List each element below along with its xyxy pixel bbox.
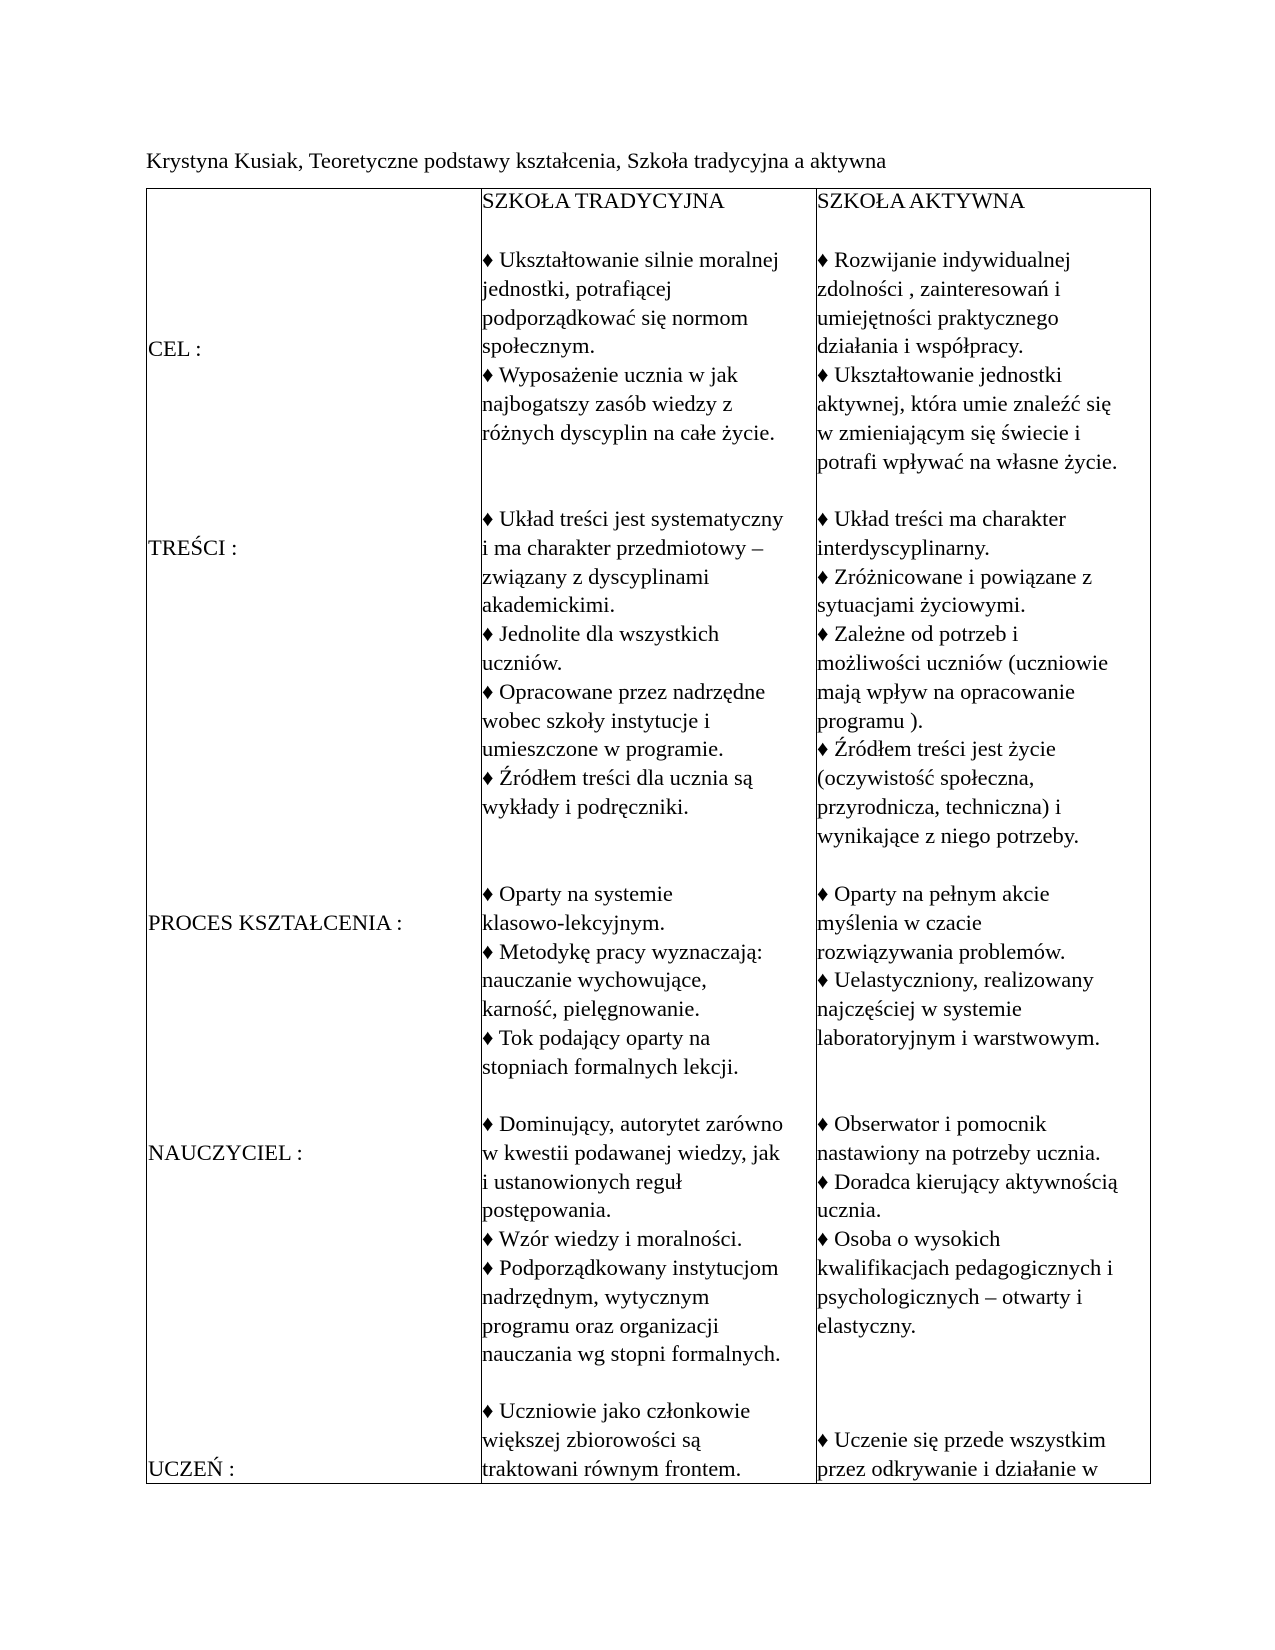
text-line: umiejętności praktycznego [817, 304, 1059, 330]
text-line: interdyscyplinarny. [817, 534, 990, 560]
text-line: aktywnej, która umie znaleźć się [817, 390, 1112, 416]
cell-uczen-tradycyjna [482, 1397, 750, 1483]
text-line: ♦ Oparty na systemie [482, 881, 673, 906]
text-line: nauczania wg stopni formalnych. [482, 1341, 781, 1367]
text-line: ♦ Wyposażenie ucznia w jak [482, 362, 738, 388]
text-line: nastawiony na potrzeby ucznia. [817, 1139, 1101, 1165]
text-line: klasowo-lekcyjnym. [482, 909, 666, 935]
text-line: myślenia w czacie [817, 909, 982, 935]
text-line: w zmieniającym się świecie i [817, 419, 1081, 445]
text-line: ♦ Tok podający oparty na [482, 1024, 711, 1050]
cell-nauczyciel-aktywna [817, 1110, 1118, 1340]
text-line: potrafi wpływać na własne życie. [817, 448, 1118, 474]
document-author: Krystyna Kusiak [146, 148, 298, 173]
text-line: ♦ Oparty na pełnym akcie [817, 881, 1050, 906]
text-line: ♦ Zależne od potrzeb i [817, 621, 1019, 647]
text-line: ♦ Doradca kierujący aktywnością [817, 1168, 1118, 1194]
cell-proces-tradycyjna [482, 880, 763, 1082]
text-line: najbogatszy zasób wiedzy z [482, 390, 733, 416]
text-line: wobec szkoły instytucje i [482, 707, 711, 733]
text-line: ♦ Opracowane przez nadrzędne [482, 678, 766, 704]
row-label-cel: CEL : [148, 336, 202, 361]
text-line: kwalifikacjach pedagogicznych i [817, 1254, 1114, 1280]
text-line: ♦ Osoba o wysokich [817, 1226, 1001, 1252]
text-line: ♦ Rozwijanie indywidualnej [817, 247, 1071, 272]
text-line: ♦ Układ treści ma charakter [817, 506, 1066, 531]
text-line: traktowani równym frontem. [482, 1455, 742, 1481]
cell-tresci-tradycyjna [482, 505, 783, 822]
text-line: wynikające z niego potrzeby. [817, 822, 1080, 848]
text-line: ♦ Uelastyczniony, realizowany [817, 967, 1094, 993]
text-line: społecznym. [482, 333, 596, 359]
cell-uczen-aktywna [817, 1426, 1106, 1484]
text-line: programu oraz organizacji [482, 1312, 719, 1338]
text-line: przez odkrywanie i działanie w [817, 1455, 1099, 1481]
text-line: wykłady i podręczniki. [482, 793, 689, 819]
text-line: ♦ Dominujący, autorytet zarówno [482, 1111, 784, 1136]
text-line: ♦ Uczenie się przede wszystkim [817, 1427, 1106, 1452]
document-title [146, 146, 886, 176]
text-line: ♦ Jednolite dla wszystkich [482, 621, 720, 647]
document-title-rest: , Teoretyczne podstawy kształcenia, Szkoła tradycyjna a aktywna [297, 148, 887, 173]
text-line: większej zbiorowości są [482, 1426, 701, 1452]
text-line: podporządkować się normom [482, 304, 749, 330]
text-line: ♦ Zróżnicowane i powiązane z [817, 563, 1093, 589]
text-line: programu ). [817, 707, 924, 733]
text-line: najczęściej w systemie [817, 996, 1022, 1022]
text-line: ♦ Uczniowie jako członkowie [482, 1398, 751, 1423]
row-label-uczen: UCZEŃ : [148, 1456, 235, 1481]
text-line: ♦ Wzór wiedzy i moralności. [482, 1226, 743, 1252]
text-line: jednostki, potrafiącej [482, 275, 672, 301]
text-line: możliwości uczniów (uczniowie [817, 649, 1109, 675]
text-line: rozwiązywania problemów. [817, 938, 1066, 964]
text-line: ♦ Podporządkowany instytucjom [482, 1254, 779, 1280]
text-line: akademickimi. [482, 592, 616, 618]
cell-cel-aktywna [817, 246, 1118, 476]
text-line: w kwestii podawanej wiedzy, jak [482, 1139, 780, 1165]
cell-cel-tradycyjna [482, 246, 779, 448]
text-line: i ustanowionych reguł [482, 1168, 682, 1194]
text-line: (oczywistość społeczna, [817, 765, 1035, 791]
text-line: różnych dyscyplin na całe życie. [482, 419, 775, 445]
text-line: i ma charakter przedmiotowy – [482, 534, 764, 560]
text-line: działania i współpracy. [817, 333, 1024, 359]
text-line: ♦ Układ treści jest systematyczny [482, 506, 784, 531]
text-line: laboratoryjnym i warstwowym. [817, 1024, 1101, 1050]
text-line: nadrzędnym, wytycznym [482, 1283, 710, 1309]
text-line: związany z dyscyplinami [482, 563, 710, 589]
text-line: ♦ Obserwator i pomocnik [817, 1111, 1047, 1136]
text-line: mają wpływ na opracowanie [817, 678, 1076, 704]
text-line: psychologicznych – otwarty i [817, 1283, 1083, 1309]
row-label-proces-ksztalcenia: PROCES KSZTAŁCENIA : [148, 910, 403, 935]
text-line: przyrodnicza, techniczna) i [817, 793, 1062, 819]
cell-tresci-aktywna [817, 505, 1108, 851]
row-label-nauczyciel: NAUCZYCIEL : [148, 1140, 303, 1165]
text-line: sytuacjami życiowymi. [817, 592, 1026, 618]
column-header-aktywna: SZKOŁA AKTYWNA [817, 188, 1026, 213]
text-line: elastyczny. [817, 1312, 917, 1338]
cell-proces-aktywna [817, 880, 1100, 1053]
text-line: ♦ Ukształtowanie silnie moralnej [482, 247, 780, 272]
cell-nauczyciel-tradycyjna [482, 1110, 783, 1369]
text-line: uczniów. [482, 649, 563, 675]
text-line: ♦ Źródłem treści dla ucznia są [482, 765, 753, 791]
text-line: ucznia. [817, 1197, 882, 1223]
text-line: nauczanie wychowujące, [482, 967, 707, 993]
text-line: zdolności , zainteresowań i [817, 275, 1061, 301]
text-line: postępowania. [482, 1197, 612, 1223]
text-line: stopniach formalnych lekcji. [482, 1053, 739, 1079]
row-label-tresci: TREŚCI : [148, 535, 238, 560]
text-line: ♦ Metodykę pracy wyznaczają: [482, 938, 763, 964]
text-line: karność, pielęgnowanie. [482, 996, 701, 1022]
text-line: ♦ Źródłem treści jest życie [817, 736, 1056, 762]
text-line: umieszczone w programie. [482, 736, 724, 762]
column-header-tradycyjna: SZKOŁA TRADYCYJNA [482, 188, 725, 213]
text-line: ♦ Ukształtowanie jednostki [817, 362, 1063, 388]
